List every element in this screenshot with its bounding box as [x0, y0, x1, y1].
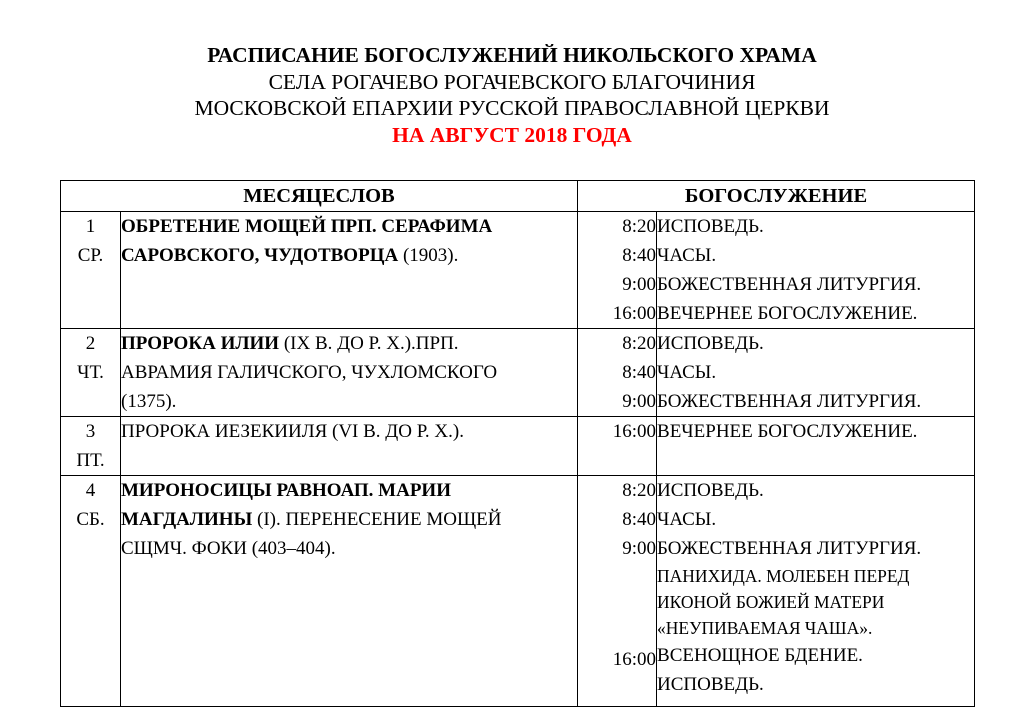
service-name: ВСЕНОЩНОЕ БДЕНИЕ. — [657, 645, 863, 666]
feast-cell — [121, 212, 578, 329]
service-cell — [657, 329, 975, 417]
table-row — [61, 417, 975, 476]
document-header — [0, 42, 1024, 148]
service-note: «НЕУПИВАЕМАЯ ЧАША». — [657, 618, 873, 638]
service-time: 9:00 — [622, 391, 657, 412]
service-name: ЧАСЫ. — [657, 362, 717, 383]
service-name: ИСПОВЕДЬ. — [657, 216, 764, 237]
service-time: 9:00 — [622, 274, 657, 295]
table-row — [61, 476, 975, 707]
time-spacer — [578, 563, 656, 645]
table-row — [61, 212, 975, 329]
service-time: 9:00 — [622, 538, 657, 559]
title-line-2: СЕЛА РОГАЧЕВО РОГАЧЕВСКОГО БЛАГОЧИНИЯ — [268, 69, 756, 94]
feast-line: СЩМЧ. ФОКИ (403–404). — [121, 538, 336, 559]
service-time: 8:20 — [622, 480, 657, 501]
title-line-1: РАСПИСАНИЕ БОГОСЛУЖЕНИЙ НИКОЛЬСКОГО ХРАМА — [207, 43, 817, 67]
day-number: 4 — [85, 480, 96, 501]
weekday: ЧТ. — [77, 362, 104, 383]
service-name: БОЖЕСТВЕННАЯ ЛИТУРГИЯ. — [657, 391, 922, 412]
title-line-3: МОСКОВСКОЙ ЕПАРХИИ РУССКОЙ ПРАВОСЛАВНОЙ ЦЕРКВИ — [194, 96, 830, 120]
calendar-column-header: МЕСЯЦЕСЛОВ — [61, 181, 578, 212]
weekday: СБ. — [76, 509, 105, 530]
service-name: ВЕЧЕРНЕЕ БОГОСЛУЖЕНИЕ. — [657, 421, 918, 442]
feast-cell — [121, 417, 578, 476]
day-number: 3 — [85, 421, 96, 442]
title-month: НА АВГУСТ 2018 ГОДА — [392, 122, 632, 147]
feast-line: ПРОРОКА ИЛИИ (IX В. ДО Р. Х.).ПРП. — [121, 333, 459, 354]
time-cell — [578, 329, 657, 417]
feast-line: ОБРЕТЕНИЕ МОЩЕЙ ПРП. СЕРАФИМА — [121, 216, 493, 237]
service-time: 8:40 — [622, 245, 657, 266]
feast-line: АВРАМИЯ ГАЛИЧСКОГО, ЧУХЛОМСКОГО — [121, 362, 498, 383]
day-number: 2 — [85, 333, 96, 354]
schedule-table — [60, 180, 975, 707]
service-name: ИСПОВЕДЬ. — [657, 333, 764, 354]
service-time: 16:00 — [612, 649, 657, 670]
feast-cell — [121, 329, 578, 417]
time-cell — [578, 476, 657, 707]
service-name: БОЖЕСТВЕННАЯ ЛИТУРГИЯ. — [657, 274, 922, 295]
service-time: 8:20 — [622, 333, 657, 354]
weekday: ПТ. — [76, 450, 105, 471]
time-cell — [578, 417, 657, 476]
service-cell — [657, 212, 975, 329]
service-cell — [657, 476, 975, 707]
day-number: 1 — [85, 216, 96, 237]
service-name: БОЖЕСТВЕННАЯ ЛИТУРГИЯ. — [657, 538, 922, 559]
service-column-header: БОГОСЛУЖЕНИЕ — [578, 181, 975, 212]
feast-line: САРОВСКОГО, ЧУДОТВОРЦА (1903). — [121, 245, 459, 266]
service-time: 16:00 — [612, 303, 657, 324]
weekday: СР. — [77, 245, 104, 266]
time-cell — [578, 212, 657, 329]
service-time: 8:20 — [622, 216, 657, 237]
service-note: ИКОНОЙ БОЖИЕЙ МАТЕРИ — [657, 592, 885, 612]
service-time: 8:40 — [622, 509, 657, 530]
feast-cell — [121, 476, 578, 707]
feast-line: (1375). — [121, 391, 177, 412]
service-name: ЧАСЫ. — [657, 509, 717, 530]
table-row — [61, 329, 975, 417]
service-name: ИСПОВЕДЬ. — [657, 480, 764, 501]
service-name: ВЕЧЕРНЕЕ БОГОСЛУЖЕНИЕ. — [657, 303, 918, 324]
service-name: ИСПОВЕДЬ. — [657, 674, 764, 695]
feast-line: МИРОНОСИЦЫ РАВНОАП. МАРИИ — [121, 480, 451, 501]
table-header-row — [61, 181, 975, 212]
day-cell — [61, 417, 121, 476]
day-cell — [61, 329, 121, 417]
feast-line: МАГДАЛИНЫ (I). ПЕРЕНЕСЕНИЕ МОЩЕЙ — [121, 509, 502, 530]
service-time: 16:00 — [612, 421, 657, 442]
service-time: 8:40 — [622, 362, 657, 383]
day-cell — [61, 212, 121, 329]
service-name: ЧАСЫ. — [657, 245, 717, 266]
service-cell — [657, 417, 975, 476]
service-note: ПАНИХИДА. МОЛЕБЕН ПЕРЕД — [657, 566, 910, 586]
day-cell — [61, 476, 121, 707]
feast-line: ПРОРОКА ИЕЗЕКИИЛЯ (VI В. ДО Р. Х.). — [121, 421, 464, 442]
